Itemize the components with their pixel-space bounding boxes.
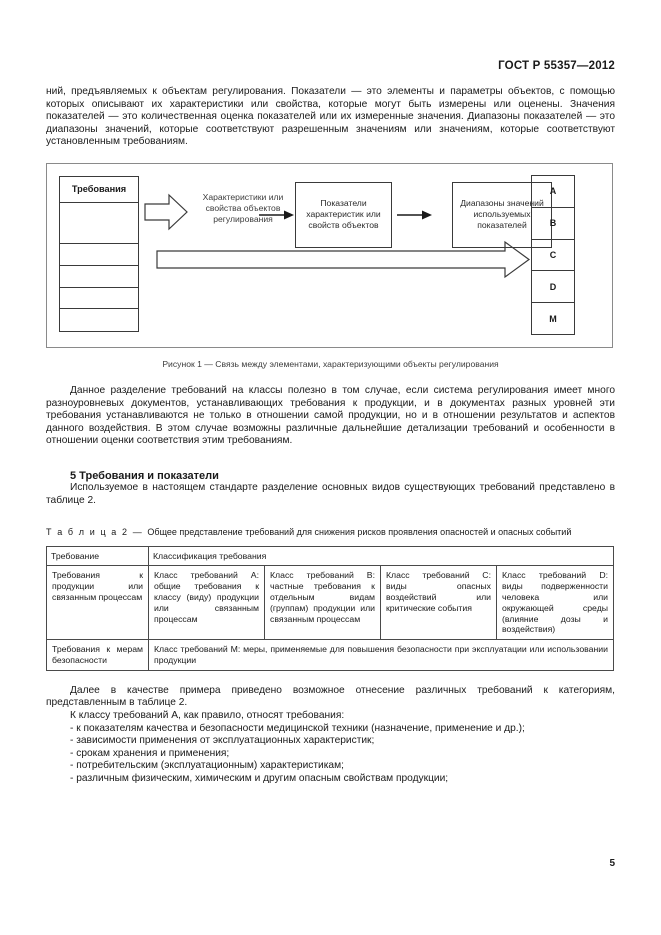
tail-section bbox=[46, 685, 615, 786]
list-item: - потребительским (эксплуатационным) характеристикам; bbox=[70, 760, 344, 772]
table-header-row bbox=[47, 546, 614, 566]
table-row bbox=[47, 640, 614, 671]
paragraph-after-figure: Данное разделение требований на классы полезно в том случае, если система регулирования имеет много разноуровневых документов, устанавливающих требования к продукции, и в документах разных уровней эти требования устанавливаются не только в отношении самой продукции, но и в отношении результатов и аспектов данного воздействия. В этом случае возможны различные дальнейшие детализации требований и особенности в отношении оценки соответствия этим требованиям. bbox=[46, 384, 615, 447]
tail-paragraph-1: Далее в качестве примера приведено возможное отнесение различных требований к категориям, представленным в таблице 2. bbox=[46, 684, 615, 709]
row1-requirement: Требования к продукции или связанным процессам bbox=[47, 566, 149, 640]
table-row bbox=[47, 566, 614, 640]
table-2 bbox=[46, 546, 614, 671]
class-cell-m: M bbox=[549, 313, 557, 324]
tail-paragraph-2: К классу требований A, как правило, относят требования: bbox=[70, 709, 345, 721]
section-5-paragraph: Используемое в настоящем стандарте разделение основных видов существующих требований представлено в таблице 2. bbox=[46, 481, 615, 506]
list-item: - различным физическим, химическим и другим опасным свойствам продукции; bbox=[70, 772, 449, 784]
row2-requirement: Требования к мерам безопасности bbox=[47, 640, 149, 671]
characteristics-label: Характеристики или свойства объектов регулирования bbox=[202, 191, 284, 224]
table-2-caption-label: Т а б л и ц а 2 — bbox=[46, 527, 148, 538]
row1-class-a: Класс требований A: общие требования к классу (виду) продукции или связанным процессам bbox=[149, 566, 265, 640]
class-cell-a: A bbox=[532, 176, 574, 208]
list-item: - зависимости применения от эксплуатационных характеристик; bbox=[70, 735, 375, 747]
row2-class-m: Класс требований M: меры, применяемые для повышения безопасности при эксплуатации или использовании продукции bbox=[149, 640, 614, 671]
class-cell-c: C bbox=[532, 240, 574, 272]
page-number: 5 bbox=[609, 858, 615, 869]
row1-class-b: Класс требований B: частные требования к отдельным видам (группам) продукции или связанным процессам bbox=[265, 566, 381, 640]
list-item: - к показателям качества и безопасности медицинской техники (назначение, применение и др.); bbox=[70, 722, 525, 734]
row1-class-d: Класс требований D: виды подверженности человека или окружающей среды (влияние дозы и воздействия) bbox=[497, 566, 614, 640]
class-cell-b: B bbox=[532, 208, 574, 240]
list-item: - срокам хранения и применения; bbox=[70, 747, 230, 759]
table-header-requirement: Требование bbox=[47, 546, 149, 566]
section-5-heading: 5 Требования и показатели bbox=[70, 469, 219, 482]
requirements-bullet-list bbox=[46, 723, 615, 786]
figure-1 bbox=[46, 163, 613, 348]
table-2-caption-text: Общее представление требований для снижения рисков проявления опасностей и опасных событий bbox=[147, 527, 572, 538]
requirement-classes-column bbox=[531, 175, 575, 335]
row1-class-c: Класс требований C: виды опасных воздействий или критические события bbox=[381, 566, 497, 640]
ranges-box: Диапазоны значений используемых показателей bbox=[452, 182, 552, 248]
table-header-classification: Классификация требования bbox=[149, 546, 614, 566]
table-2-caption bbox=[46, 527, 615, 539]
indicators-box: Показатели характеристик или свойств объектов bbox=[295, 182, 392, 248]
requirements-box-title: Требования bbox=[60, 177, 138, 203]
page-content bbox=[46, 86, 615, 786]
class-cell-d: D bbox=[532, 271, 574, 303]
figure-1-caption: Рисунок 1 — Связь между элементами, характеризующими объекты регулирования bbox=[162, 358, 499, 369]
page-header-standard-id: ГОСТ Р 55357—2012 bbox=[498, 60, 615, 72]
intro-paragraph: ний, предъявляемых к объектам регулирования. Показатели — это элементы и параметры объектов, с помощью которых описывают их характеристики или свойства, которые могут быть измерены или оценены. Значения показателей — это количественная оценка показателей или их измеренные значения. Диапазоны показателей — это диапазоны значений, которые соответствуют разрешенным значениям или значениям, которые соответствуют установленным требованиям. bbox=[46, 86, 615, 148]
